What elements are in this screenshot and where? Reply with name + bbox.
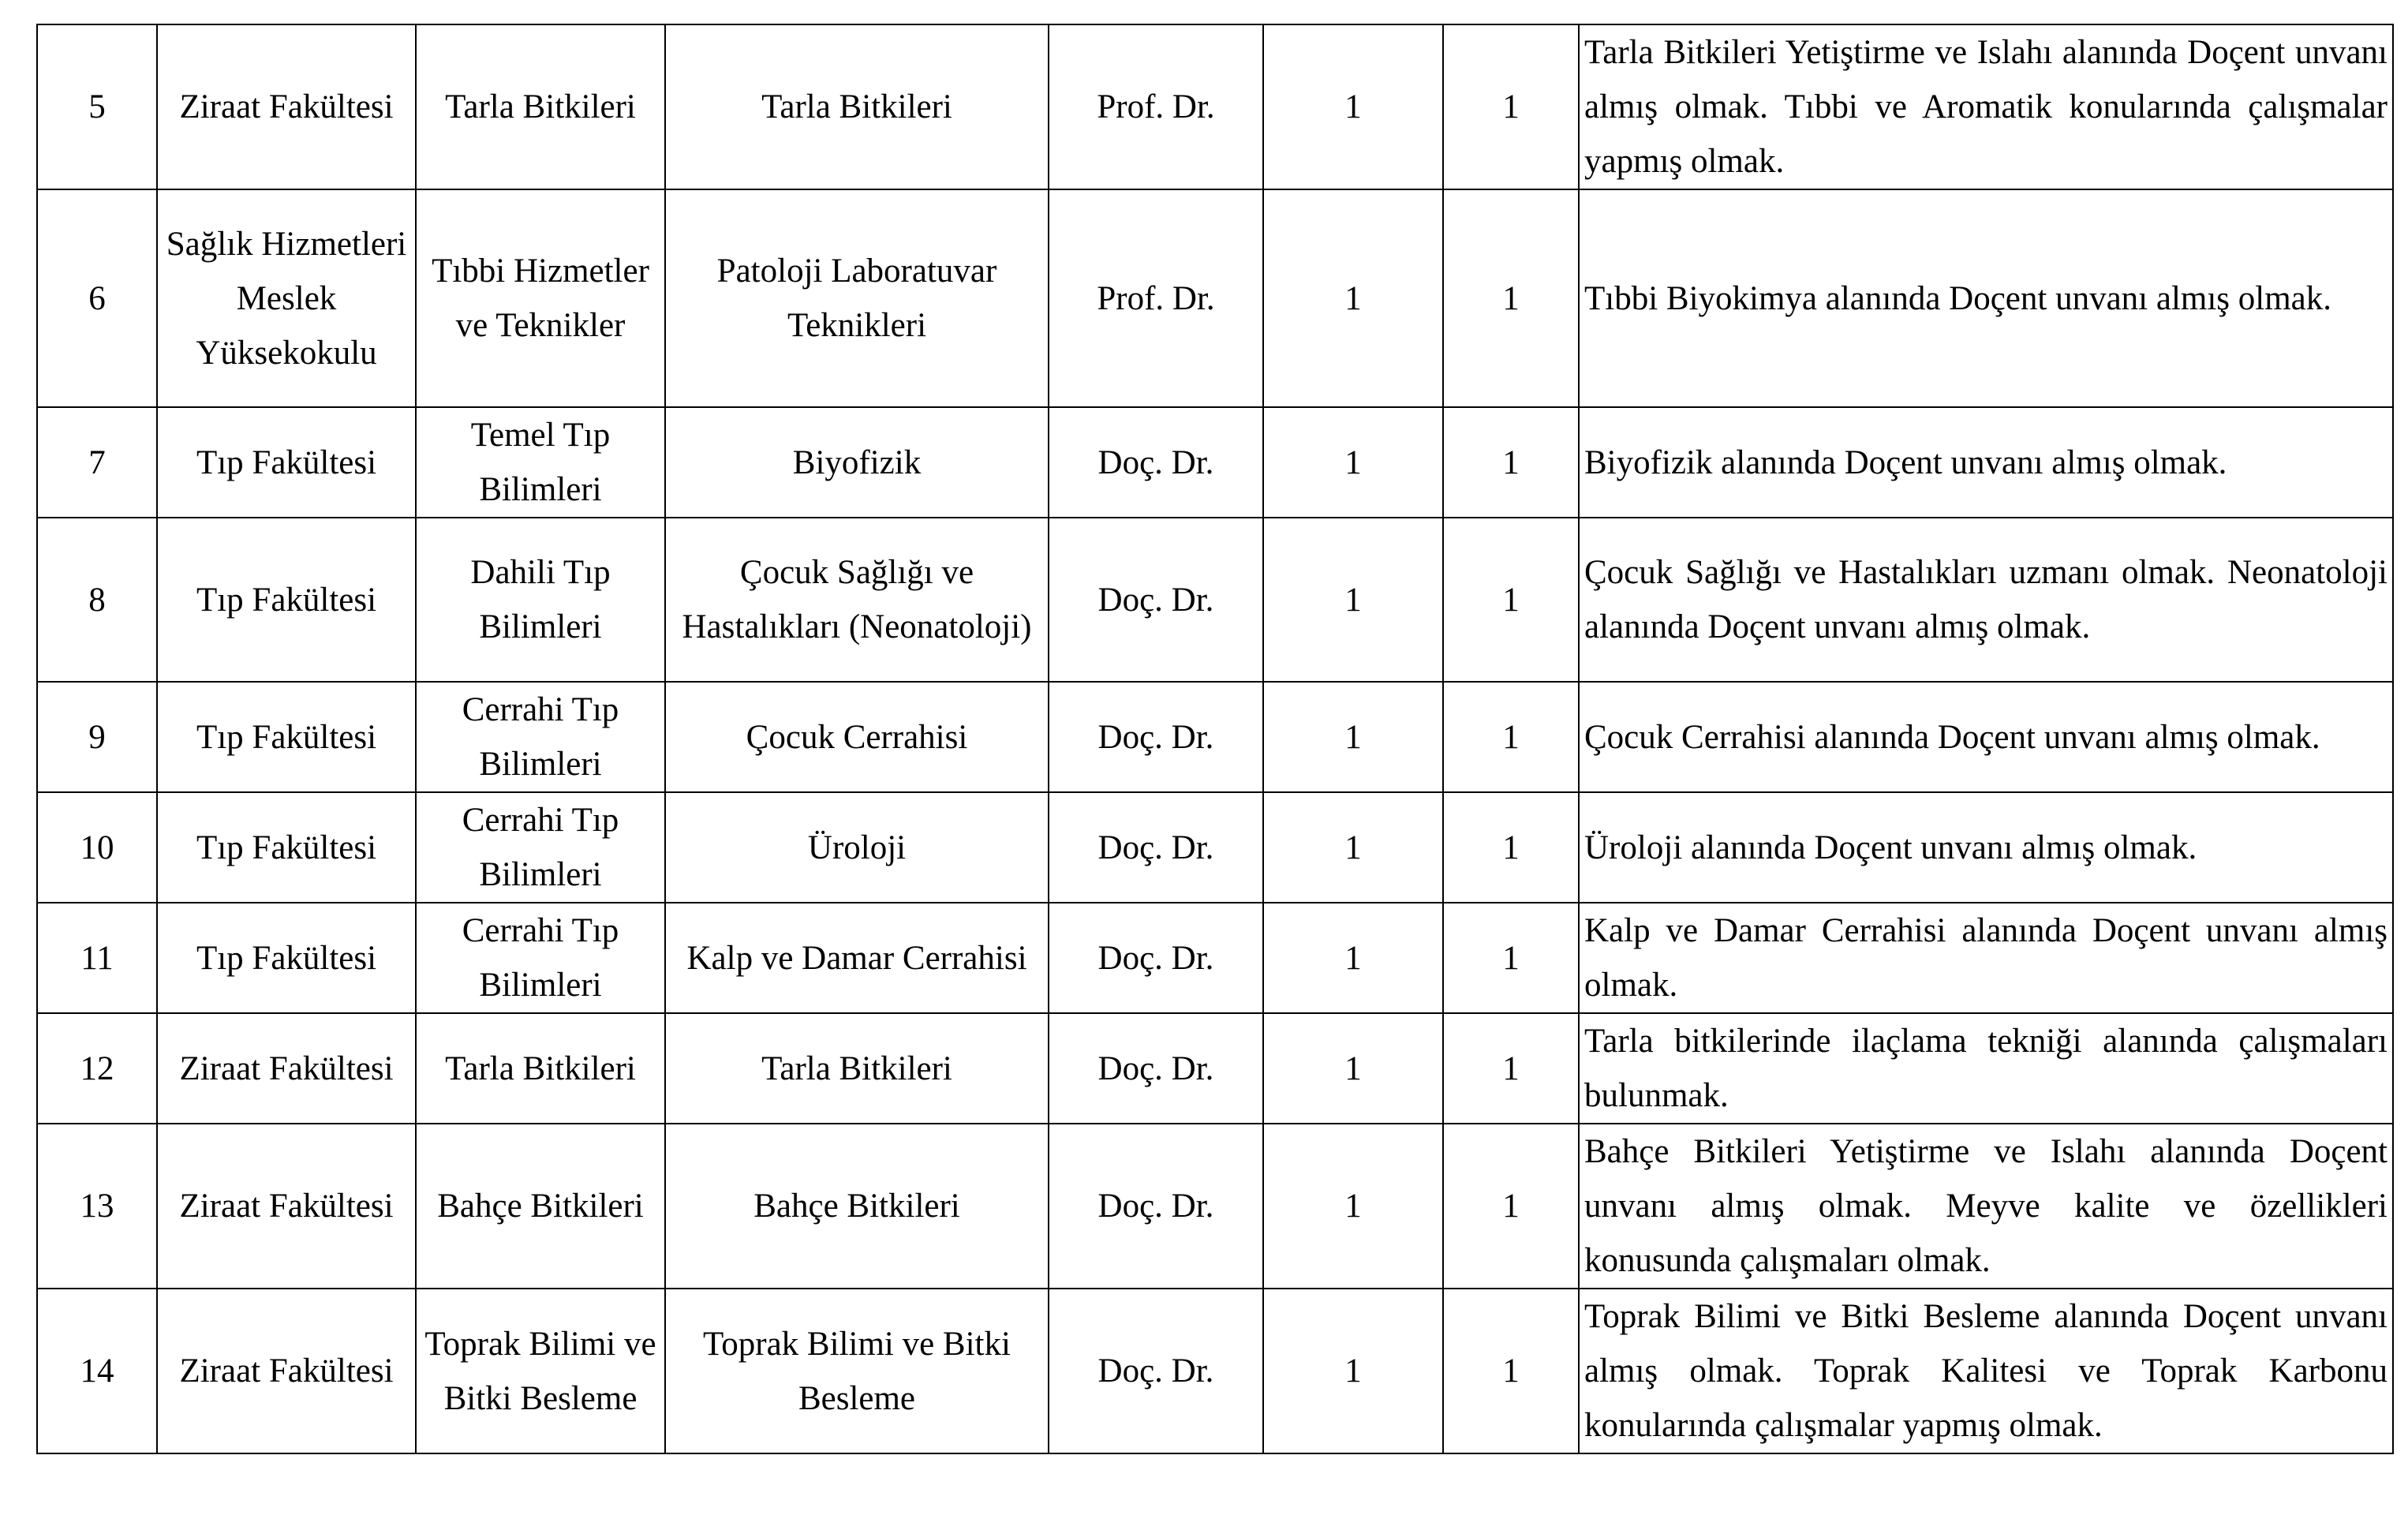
division-cell: Tarla Bitkileri — [665, 1013, 1049, 1124]
table-row — [37, 792, 2393, 903]
faculty-cell: Tıp Fakültesi — [157, 682, 416, 792]
row-number: 12 — [37, 1013, 157, 1124]
department-cell: Temel Tıp Bilimleri — [416, 407, 665, 518]
division-cell: Biyofizik — [665, 407, 1049, 518]
department-cell: Tıbbi Hizmetler ve Teknikler — [416, 189, 665, 407]
table-row — [37, 24, 2393, 189]
table-row — [37, 682, 2393, 792]
division-cell: Bahçe Bitkileri — [665, 1124, 1049, 1289]
faculty-cell: Tıp Fakültesi — [157, 518, 416, 682]
row-number: 11 — [37, 903, 157, 1013]
department-cell: Cerrahi Tıp Bilimleri — [416, 792, 665, 903]
title-cell: Prof. Dr. — [1049, 189, 1263, 407]
row-number: 5 — [37, 24, 157, 189]
faculty-cell: Ziraat Fakültesi — [157, 1013, 416, 1124]
division-cell: Kalp ve Damar Cerrahisi — [665, 903, 1049, 1013]
title-cell: Doç. Dr. — [1049, 1124, 1263, 1289]
department-cell: Tarla Bitkileri — [416, 1013, 665, 1124]
degree-cell: 1 — [1263, 1124, 1443, 1289]
degree-cell: 1 — [1263, 407, 1443, 518]
requirement-cell: Bahçe Bitkileri Yetiştirme ve Islahı alanında Doçent unvanı almış olmak. Meyve kalite ve özellikleri konusunda çalışmaları olmak. — [1579, 1124, 2393, 1289]
count-cell: 1 — [1443, 24, 1579, 189]
requirement-cell: Toprak Bilimi ve Bitki Besleme alanında Doçent unvanı almış olmak. Toprak Kalitesi ve Toprak Karbonu konularında çalışmalar yapmış olmak. — [1579, 1289, 2393, 1453]
division-cell: Çocuk Sağlığı ve Hastalıkları (Neonatoloji) — [665, 518, 1049, 682]
faculty-cell: Tıp Fakültesi — [157, 792, 416, 903]
table-row — [37, 1013, 2393, 1124]
positions-table — [36, 24, 2394, 1454]
degree-cell: 1 — [1263, 24, 1443, 189]
department-cell: Toprak Bilimi ve Bitki Besleme — [416, 1289, 665, 1453]
table-row — [37, 407, 2393, 518]
count-cell: 1 — [1443, 682, 1579, 792]
title-cell: Prof. Dr. — [1049, 24, 1263, 189]
division-cell: Patoloji Laboratuvar Teknikleri — [665, 189, 1049, 407]
title-cell: Doç. Dr. — [1049, 407, 1263, 518]
degree-cell: 1 — [1263, 1289, 1443, 1453]
row-number: 8 — [37, 518, 157, 682]
degree-cell: 1 — [1263, 792, 1443, 903]
count-cell: 1 — [1443, 1013, 1579, 1124]
title-cell: Doç. Dr. — [1049, 1289, 1263, 1453]
degree-cell: 1 — [1263, 1013, 1443, 1124]
requirement-cell: Tıbbi Biyokimya alanında Doçent unvanı almış olmak. — [1579, 189, 2393, 407]
requirement-cell: Biyofizik alanında Doçent unvanı almış olmak. — [1579, 407, 2393, 518]
title-cell: Doç. Dr. — [1049, 682, 1263, 792]
row-number: 9 — [37, 682, 157, 792]
title-cell: Doç. Dr. — [1049, 518, 1263, 682]
faculty-cell: Ziraat Fakültesi — [157, 1124, 416, 1289]
degree-cell: 1 — [1263, 518, 1443, 682]
faculty-cell: Tıp Fakültesi — [157, 407, 416, 518]
degree-cell: 1 — [1263, 682, 1443, 792]
table-row — [37, 903, 2393, 1013]
department-cell: Cerrahi Tıp Bilimleri — [416, 682, 665, 792]
degree-cell: 1 — [1263, 903, 1443, 1013]
row-number: 13 — [37, 1124, 157, 1289]
requirement-cell: Tarla Bitkileri Yetiştirme ve Islahı alanında Doçent unvanı almış olmak. Tıbbi ve Aromatik konularında çalışmalar yapmış olmak. — [1579, 24, 2393, 189]
faculty-cell: Tıp Fakültesi — [157, 903, 416, 1013]
department-cell: Dahili Tıp Bilimleri — [416, 518, 665, 682]
division-cell: Çocuk Cerrahisi — [665, 682, 1049, 792]
requirement-cell: Üroloji alanında Doçent unvanı almış olmak. — [1579, 792, 2393, 903]
degree-cell: 1 — [1263, 189, 1443, 407]
row-number: 7 — [37, 407, 157, 518]
faculty-cell: Sağlık Hizmetleri Meslek Yüksekokulu — [157, 189, 416, 407]
row-number: 10 — [37, 792, 157, 903]
title-cell: Doç. Dr. — [1049, 1013, 1263, 1124]
department-cell: Tarla Bitkileri — [416, 24, 665, 189]
table-row — [37, 1289, 2393, 1453]
count-cell: 1 — [1443, 1289, 1579, 1453]
row-number: 6 — [37, 189, 157, 407]
count-cell: 1 — [1443, 903, 1579, 1013]
faculty-cell: Ziraat Fakültesi — [157, 1289, 416, 1453]
table-row — [37, 1124, 2393, 1289]
division-cell: Toprak Bilimi ve Bitki Besleme — [665, 1289, 1049, 1453]
title-cell: Doç. Dr. — [1049, 903, 1263, 1013]
table-body — [37, 24, 2393, 1453]
row-number: 14 — [37, 1289, 157, 1453]
requirement-cell: Çocuk Sağlığı ve Hastalıkları uzmanı olmak. Neonatoloji alanında Doçent unvanı almış olmak. — [1579, 518, 2393, 682]
count-cell: 1 — [1443, 792, 1579, 903]
requirement-cell: Çocuk Cerrahisi alanında Doçent unvanı almış olmak. — [1579, 682, 2393, 792]
division-cell: Üroloji — [665, 792, 1049, 903]
requirement-cell: Tarla bitkilerinde ilaçlama tekniği alanında çalışmaları bulunmak. — [1579, 1013, 2393, 1124]
count-cell: 1 — [1443, 1124, 1579, 1289]
count-cell: 1 — [1443, 407, 1579, 518]
department-cell: Bahçe Bitkileri — [416, 1124, 665, 1289]
division-cell: Tarla Bitkileri — [665, 24, 1049, 189]
requirement-cell: Kalp ve Damar Cerrahisi alanında Doçent unvanı almış olmak. — [1579, 903, 2393, 1013]
title-cell: Doç. Dr. — [1049, 792, 1263, 903]
table-row — [37, 518, 2393, 682]
department-cell: Cerrahi Tıp Bilimleri — [416, 903, 665, 1013]
table-row — [37, 189, 2393, 407]
count-cell: 1 — [1443, 189, 1579, 407]
faculty-cell: Ziraat Fakültesi — [157, 24, 416, 189]
count-cell: 1 — [1443, 518, 1579, 682]
